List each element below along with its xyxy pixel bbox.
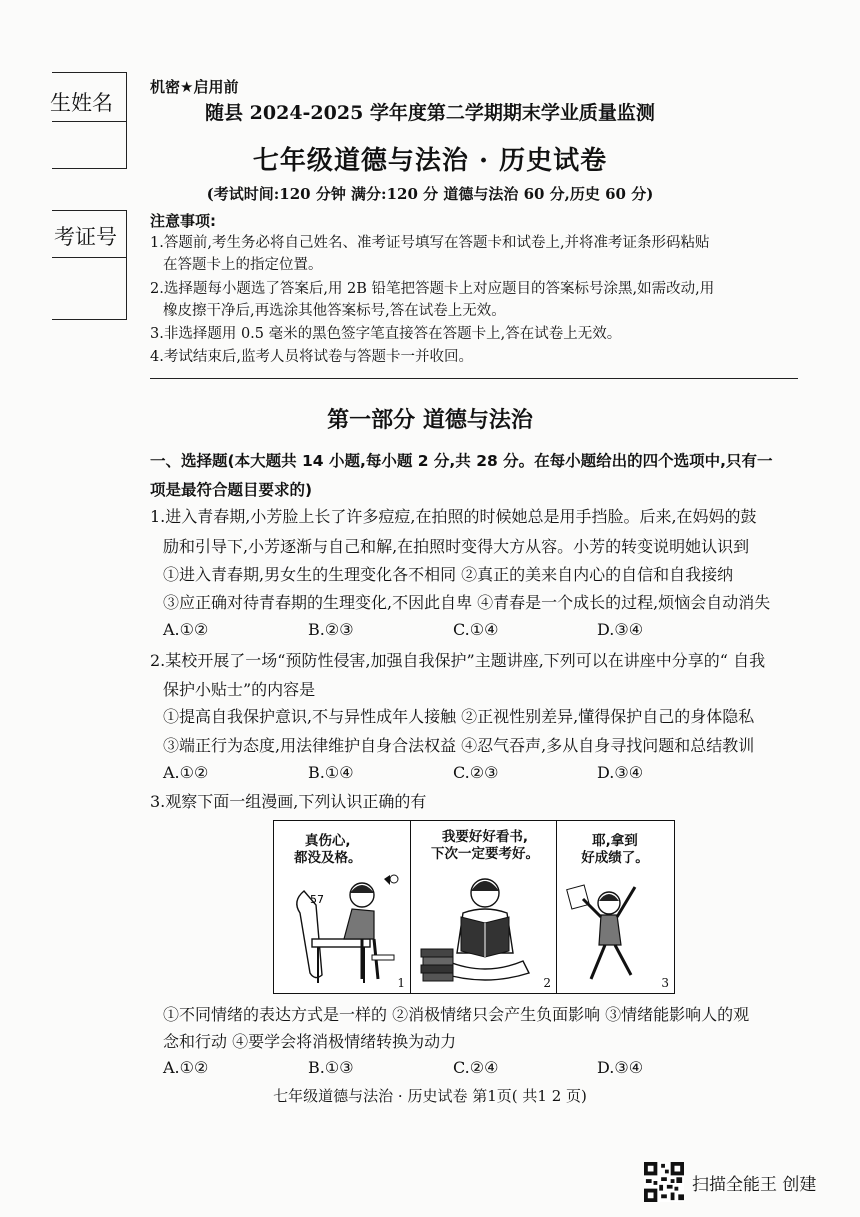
- q2-option-c: C.②③: [453, 763, 499, 782]
- scan-watermark-text: 扫描全能王 创建: [692, 1175, 817, 1195]
- q2-stem: 2.某校开展了一场“预防性侵害,加强自我保护”主题讲座,下列可以在讲座中分享的“ 自我: [150, 651, 766, 670]
- part-title: 第一部分 道德与法治: [327, 408, 533, 433]
- q2-option-a: A.①②: [163, 763, 209, 782]
- section-instructions-cont: 项是最符合题目要求的): [150, 481, 313, 499]
- scan-watermark: [640, 1160, 850, 1205]
- comic-speech-2: 我要好好看书, 下次一定要考好。: [431, 829, 539, 862]
- name-label: 生姓名: [50, 91, 113, 115]
- comic-panel-3: [557, 821, 674, 993]
- confidential-mark: 机密★启用前: [150, 78, 239, 96]
- sad-student-drawing: [274, 821, 410, 993]
- notice-line: 橡皮擦干净后,再选涂其他答案标号,答在试卷上无效。: [163, 303, 506, 319]
- exam-info: (考试时间:120 分钟 满分:120 分 道德与法治 60 分,历史 60 分): [206, 185, 654, 203]
- exam-number-label: 考证号: [54, 225, 117, 249]
- section-instructions: 一、选择题(本大题共 14 小题,每小题 2 分,共 28 分。在每小题给出的四个选项中,只有一: [150, 452, 773, 470]
- q2-option-b: B.①④: [308, 763, 354, 782]
- q3-option-a: A.①②: [163, 1058, 209, 1077]
- notice-line: 2.选择题每小题选了答案后,用 2B 铅笔把答题卡上对应题目的答案标号涂黑,如需改动,用: [150, 281, 715, 297]
- exam-title-line1: 随县 2024-2025 学年度第二学期期末学业质量监测: [205, 102, 655, 124]
- q3-option-b: B.①③: [308, 1058, 354, 1077]
- comic-panel-number: 3: [661, 976, 669, 990]
- q2-stem-cont: 保护小贴士”的内容是: [163, 680, 316, 699]
- q3-stem: 3.观察下面一组漫画,下列认识正确的有: [150, 792, 427, 811]
- comic-speech-3: 耶,拿到 好成绩了。: [581, 833, 649, 866]
- notice-line: 在答题卡上的指定位置。: [163, 257, 323, 273]
- q3-statements: 念和行动 ④要学会将消极情绪转换为动力: [163, 1032, 457, 1051]
- notice-heading: 注意事项:: [150, 212, 216, 230]
- happy-student-drawing: [557, 821, 674, 993]
- notice-line: 3.非选择题用 0.5 毫米的黑色签字笔直接答在答题卡上,答在试卷上无效。: [150, 326, 622, 342]
- comic-panel-1: [274, 821, 411, 993]
- reading-student-drawing: [411, 821, 556, 993]
- notice-line: 1.答题前,考生务必将自己姓名、准考证号填写在答题卡和试卷上,并将准考证条形码粘贴: [150, 235, 710, 251]
- page-footer: 七年级道德与法治 · 历史试卷 第1页( 共1 2 页): [273, 1087, 587, 1105]
- exam-title-line2: 七年级道德与法治 · 历史试卷: [252, 146, 608, 176]
- comic-panel-2: [411, 821, 557, 993]
- q1-option-c: C.①④: [453, 620, 499, 639]
- paper-score: 57: [310, 893, 324, 906]
- q1-option-a: A.①②: [163, 620, 209, 639]
- q1-stem-cont: 励和引导下,小芳逐渐与自己和解,在拍照时变得大方从容。小芳的转变说明她认识到: [163, 537, 750, 556]
- q2-statements: ①提高自我保护意识,不与异性成年人接触 ②正视性别差异,懂得保护自己的身体隐私: [163, 707, 755, 726]
- comic-speech-1: 真伤心, 都没及格。: [294, 833, 362, 866]
- qr-code-icon: [644, 1162, 684, 1202]
- notice-line: 4.考试结束后,监考人员将试卷与答题卡一并收回。: [150, 349, 473, 365]
- q2-option-d: D.③④: [597, 763, 644, 782]
- comic-strip: [273, 820, 675, 994]
- q1-statements: ③应正确对待青春期的生理变化,不因此自卑 ④青春是一个成长的过程,烦恼会自动消失: [163, 593, 771, 612]
- comic-panel-number: 1: [397, 976, 405, 990]
- q3-option-c: C.②④: [453, 1058, 499, 1077]
- q1-stem: 1.进入青春期,小芳脸上长了许多痘痘,在拍照的时候她总是用手挡脸。后来,在妈妈的鼓: [150, 507, 757, 526]
- q2-statements: ③端正行为态度,用法律维护自身合法权益 ④忍气吞声,多从自身寻找问题和总结教训: [163, 736, 755, 755]
- header-divider: [150, 378, 798, 379]
- q1-option-b: B.②③: [308, 620, 354, 639]
- comic-panel-number: 2: [543, 976, 551, 990]
- q1-statements: ①进入青春期,男女生的生理变化各不相同 ②真正的美来自内心的自信和自我接纳: [163, 565, 734, 584]
- exam-number-divider: [52, 257, 127, 258]
- q3-option-d: D.③④: [597, 1058, 644, 1077]
- q3-statements: ①不同情绪的表达方式是一样的 ②消极情绪只会产生负面影响 ③情绪能影响人的观: [163, 1005, 750, 1024]
- q1-option-d: D.③④: [597, 620, 644, 639]
